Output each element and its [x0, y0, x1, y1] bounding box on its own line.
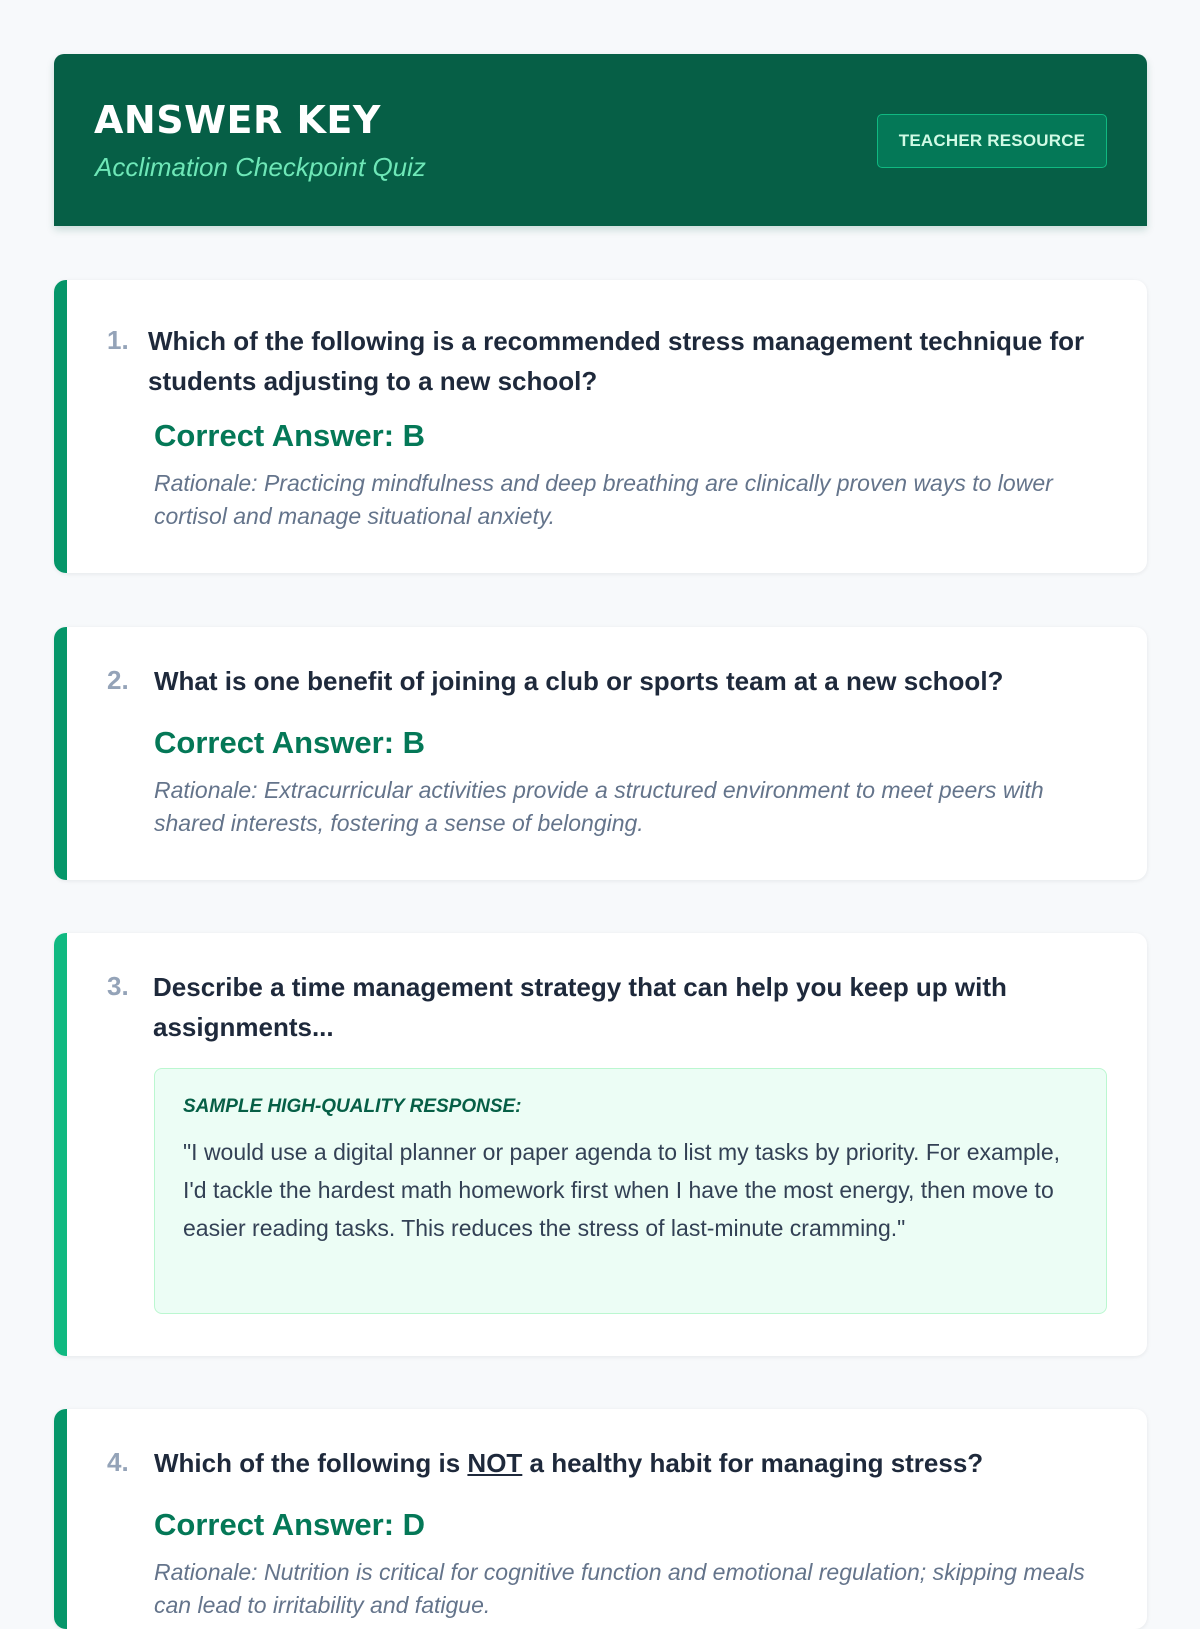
answer-key-header — [54, 54, 1147, 226]
card-accent-bar — [54, 627, 67, 880]
card-accent-bar — [54, 933, 67, 1356]
question-text: Describe a time management strategy that can help you keep up with assignments... — [153, 972, 1007, 1042]
correct-answer: Correct Answer: B — [154, 725, 426, 760]
question-text-start: Which of the following is — [154, 1448, 468, 1478]
question-text-end: a healthy habit for managing stress? — [522, 1448, 984, 1478]
question-text: What is one benefit of joining a club or sports team at a new school? — [154, 666, 1004, 696]
question-card-2 — [54, 627, 1147, 880]
emphasized-not: NOT — [467, 1448, 523, 1478]
question-text — [154, 1443, 1087, 1483]
question-number: 1. — [107, 325, 129, 355]
sample-response-text: "I would use a digital planner or paper agenda to list my tasks by priority. For example, I'd tackle the hardest math homework first when I have the most energy, then move to easier reading tasks. This reduces the stress of last-minute cramming." — [183, 1139, 1061, 1241]
sample-response-box — [154, 1068, 1107, 1314]
question-number: 3. — [107, 971, 129, 1001]
card-accent-bar — [54, 1409, 67, 1629]
answer-rationale: Rationale: Practicing mindfulness and deep breathing are clinically proven ways to lower cortisol and manage situational anxiety. — [154, 470, 1053, 529]
question-text: Which of the following is a recommended stress management technique for students adjusting to a new school? — [148, 326, 1085, 396]
question-number: 4. — [107, 1447, 129, 1477]
answer-rationale: Rationale: Extracurricular activities provide a structured environment to meet peers with shared interests, fostering a sense of belonging. — [154, 777, 1044, 836]
question-card-1 — [54, 280, 1147, 573]
question-number: 2. — [107, 665, 129, 695]
sample-response-label: SAMPLE HIGH-QUALITY RESPONSE: — [183, 1096, 522, 1117]
page-title: ANSWER KEY — [94, 98, 381, 142]
correct-answer: Correct Answer: D — [154, 1507, 426, 1542]
question-card-3 — [54, 933, 1147, 1356]
correct-answer: Correct Answer: B — [154, 418, 426, 453]
card-accent-bar — [54, 280, 67, 573]
teacher-resource-badge: TEACHER RESOURCE — [877, 114, 1107, 168]
question-card-4 — [54, 1409, 1147, 1629]
quiz-subtitle: Acclimation Checkpoint Quiz — [95, 152, 426, 182]
answer-rationale: Rationale: Nutrition is critical for cognitive function and emotional regulation; skipping meals can lead to irritability and fatigue. — [154, 1559, 1085, 1618]
